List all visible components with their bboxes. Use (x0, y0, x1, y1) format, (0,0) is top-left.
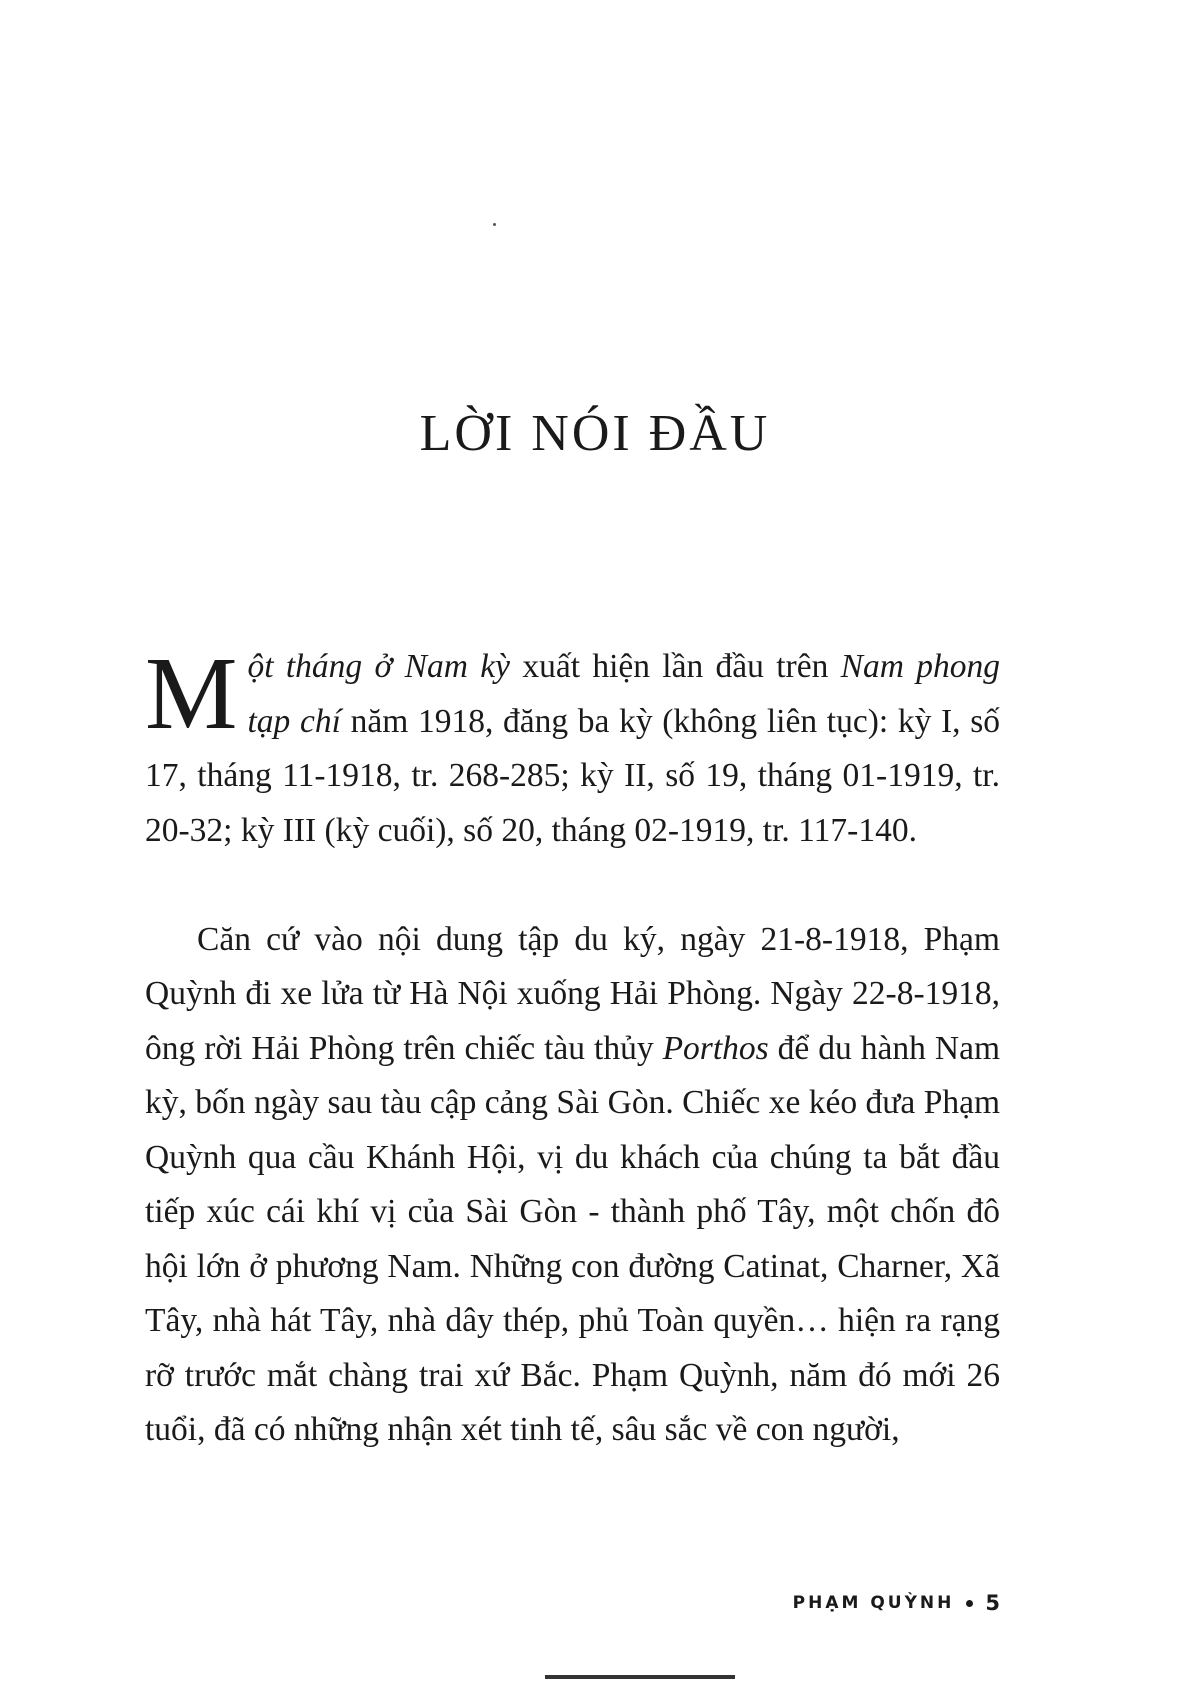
drop-cap: M (145, 636, 238, 751)
page-footer (793, 1591, 1000, 1615)
text-segment: Căn cứ vào nội dung tập du ký, ngày 21-8-1918, Phạm Quỳnh đi xe lửa từ Hà Nội xuống Hải Phòng. Ngày 22-8-1918, ông rời Hải Phòng trên chiếc tàu thủy (145, 920, 1000, 1067)
scan-speck (493, 223, 496, 226)
bottom-edge-rule (545, 1675, 735, 1679)
paragraph-1 (145, 636, 1001, 858)
text-segment: năm 1918, đăng ba kỳ (không liên tục): kỳ I, số 17, tháng 11-1918, tr. 268-285; kỳ II, số 19, tháng 01-1919, tr. 20-32; kỳ III (kỳ cuối), số 20, tháng 02-1919, tr. 117-140. (145, 702, 1001, 849)
text-segment: xuất hiện lần đầu trên (510, 648, 841, 685)
text-segment: để du hành Nam kỳ, bốn ngày sau tàu cập cảng Sài Gòn. Chiếc xe kéo đưa Phạm Quỳnh qua cầu Khánh Hội, vị du khách của chúng ta bắt đầu tiếp xúc cái khí vị của Sài Gòn - thành phố Tây, một chốn đô hội lớn ở phương Nam. Những con đường Catinat, Charner, Xã Tây, nhà hát Tây, nhà dây thép, phủ Toàn quyền… hiện ra rạng rỡ trước mắt chàng trai xứ Bắc. Phạm Quỳnh, năm đó mới 26 tuổi, đã có những nhận xét tinh tế, sâu sắc về con người, (145, 1029, 1000, 1448)
running-head: PHẠM QUỲNH (792, 1593, 955, 1613)
paragraph-2 (145, 913, 1000, 1458)
bullet-separator (966, 1600, 973, 1607)
body-text (145, 636, 1001, 1458)
text-segment: Porthos (662, 1029, 769, 1067)
text-segment: ột tháng ở Nam kỳ (247, 648, 511, 685)
page-number: 5 (985, 1591, 1000, 1615)
chapter-title: LỜI NÓI ĐẦU (419, 405, 771, 462)
text-segment: Nam phong tạp chí (247, 648, 1000, 740)
